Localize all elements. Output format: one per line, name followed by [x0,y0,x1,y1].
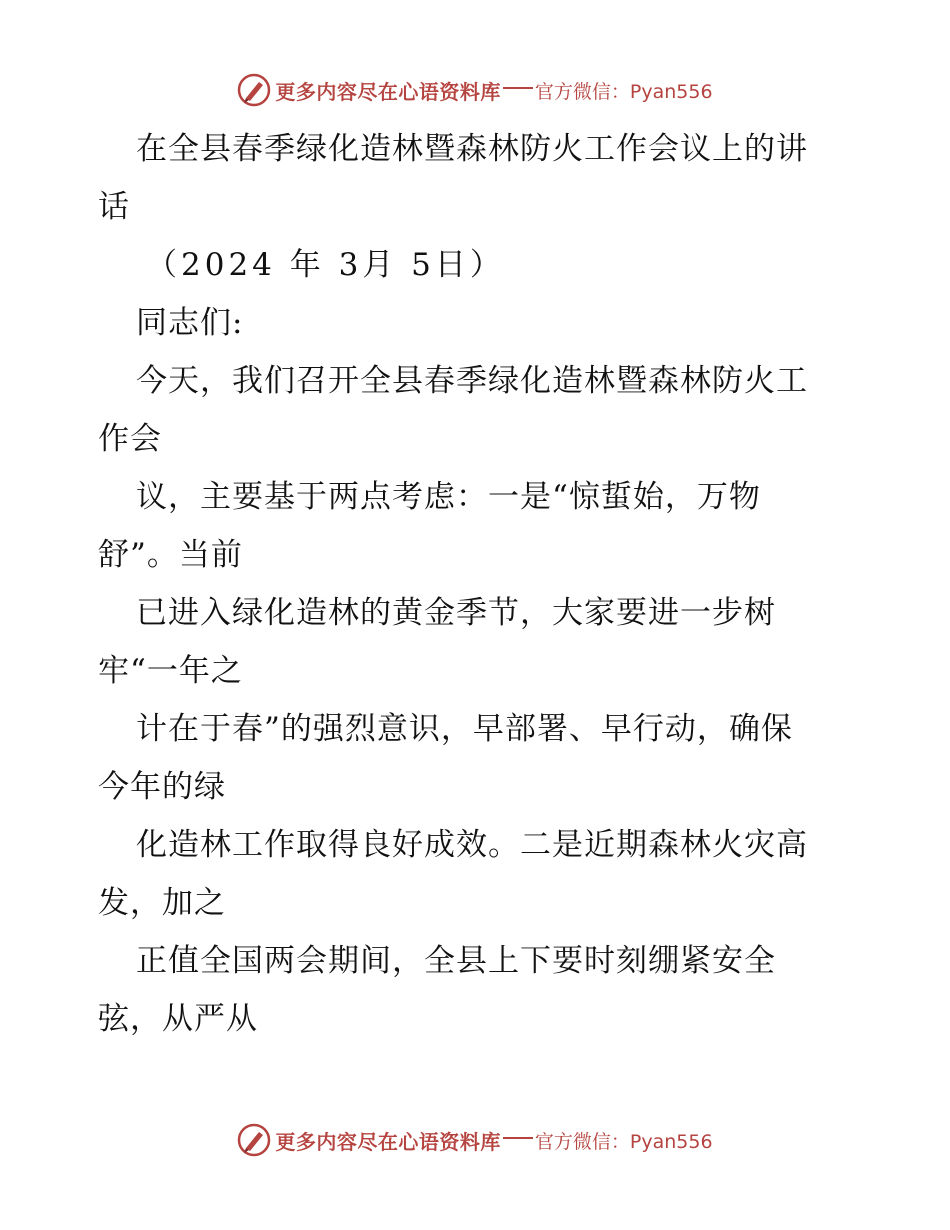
paragraph-line: 弦，从严从 [98,1001,258,1037]
pen-logo-icon [237,73,271,107]
paragraph-line: 正值全国两会期间，全县上下要时刻绷紧安全 [136,943,776,979]
footer-banner [0,1120,950,1160]
document-title-line-2: 话 [98,189,130,225]
paragraph-line: 发，加之 [98,885,226,921]
document-title-line-1: 在全县春季绿化造林暨森林防火工作会议上的讲 [136,131,808,167]
banner-wechat-text: 官方微信：Pyan556 [534,80,713,103]
paragraph-line: 今年的绿 [98,769,226,805]
pen-logo-icon [237,1123,271,1157]
banner-site-text: 更多内容尽在心语资料库 [275,79,501,104]
paragraph-line: 今天，我们召开全县春季绿化造林暨森林防火工 [136,363,808,399]
header-banner [0,70,950,110]
paragraph-line: 作会 [98,421,162,457]
banner-divider [503,87,533,89]
document-date: （2024 年 3月 5日） [146,247,505,283]
paragraph-line: 舒”。当前 [98,537,243,573]
paragraph-line: 牢“一年之 [98,653,243,689]
document-body [98,120,858,1048]
salutation: 同志们: [136,305,244,341]
banner-wechat-text: 官方微信：Pyan556 [534,1130,713,1153]
paragraph-line: 计在于春”的强烈意识，早部署、早行动，确保 [136,711,793,747]
paragraph-line: 化造林工作取得良好成效。二是近期森林火灾高 [136,827,808,863]
paragraph-line: 议，主要基于两点考虑：一是“惊蜇始，万物 [136,479,761,515]
banner-divider [503,1137,533,1139]
paragraph-line: 已进入绿化造林的黄金季节，大家要进一步树 [136,595,776,631]
banner-site-text: 更多内容尽在心语资料库 [275,1129,501,1154]
